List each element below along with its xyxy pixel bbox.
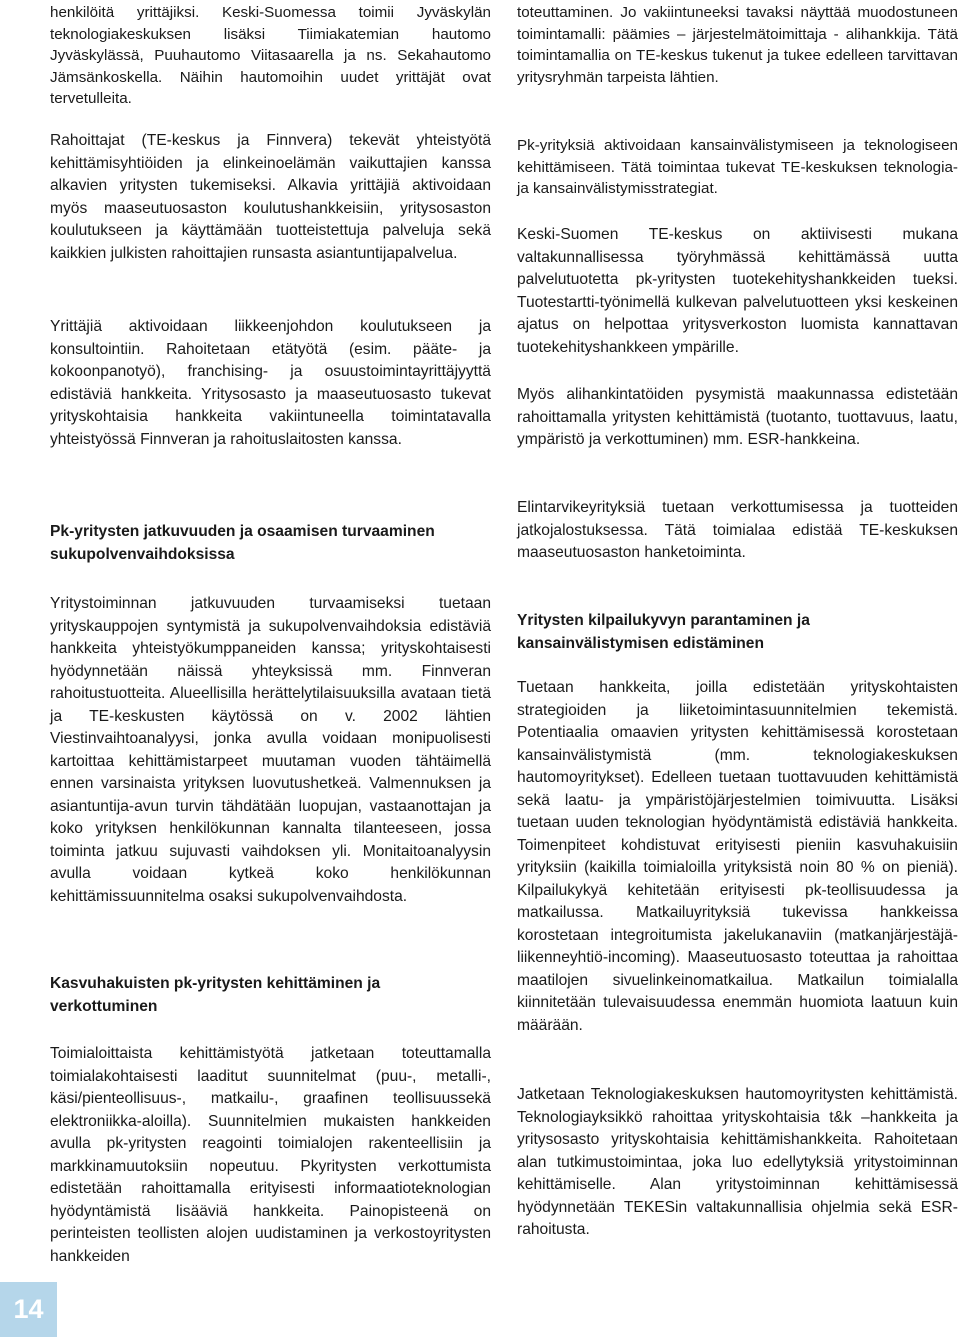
right-paragraph-1: toteuttaminen. Jo vakiintuneeksi tavaksi näyttää muodostuneen toimintamalli: päämies – järjestelmätoimittaja - alihankkija. Tätä toimintamallia on TE-keskus tukenut ja tukee edelleen tarvittavan yritysryhmän tarpeista lähtien. — [517, 4, 958, 86]
right-heading-competitiveness: Yritysten kilpailukyvyn parantaminen ja kansainvälistymisen edistäminen — [517, 612, 810, 652]
right-paragraph-6: Tuetaan hankkeita, joilla edistetään yrityskohtaisten strategioiden ja liiketoimintasuunnitelmien tekemistä. Potentiaalia omaavien yritysten kehittämisessä korostetaan kansainvälistymistä (mm. teknologiakeskuksen hautomoyritykset). Edelleen tuetaan tuottavuuden kehittämistä sekä laatu- ja ympäristöjärjestelmien toimivuutta. Lisäksi tuetaan uuden teknologian hyödyntämistä edistäviä hankkeita. Toimenpiteet kohdistuvat erityisesti pieniin kasvuhakuisiin yrityksiin (kaikilla toimialoilla yrityksistä noin 80 % on pieniä). Kilpailukykyä kehitetään erityisesti pk-teollisuudessa ja matkailussa. Matkailuyrityksiä tukevissa hankkeissa korostetaan integroitumista jakelukanaviin (matkanjärjestäjä-liikenneyhtiö-incoming). Maaseutuosasto toteuttaa ja rahoittaa maatilojen sivuelinkeinomatkailua. Matkailun toimialalla kiinnitetään tulevaisuudessa enemmän huomiota laatuun kuin määrään. — [517, 679, 958, 1034]
left-paragraph-1: henkilöitä yrittäjiksi. Keski-Suomessa toimii Jyväskylän teknologiakeskuksen lisäksi Tiimiakatemian hautomo Jyväskylässä, Puuhautomo Viitasaarella ja ns. Sekahautomo Jämsänkoskella. Näihin hautomoihin uudet yrittäjät ovat tervetulleita. — [50, 4, 491, 107]
right-paragraph-2: Pk-yrityksiä aktivoidaan kansainvälistymiseen ja teknologiseen kehittämiseen. Tätä toimintaa tukevat TE-keskuksen teknologia- ja kansainvälistymisstrategiat. — [517, 137, 958, 197]
right-paragraph-4: Myös alihankintatöiden pysymistä maakunnassa edistetään rahoittamalla yritysten kehittämistä (tuotanto, tuottavuus, laatu, ympäristö ja verkottuminen) mm. ESR-hankkeina. — [517, 386, 958, 448]
left-paragraph-2: Rahoittajat (TE-keskus ja Finnvera) tekevät yhteistyötä kehittämisyhtiöiden ja elinkeinoelämän vaikuttajien kanssa alkavien yritysten tukemiseksi. Alkavia yrittäjiä aktivoidaan myös maaseutuosaston koulutushankkeisiin, yritysosaston koulutukseen ja käyttämään tuotteistettuja palveluja sekä kaikkien julkisten rahoittajien runsasta asiantuntijapalvelua. — [50, 132, 491, 262]
right-paragraph-3: Keski-Suomen TE-keskus on aktiivisesti mukana valtakunnallisessa työryhmässä kehittämässä uutta palvelutuotetta pk-yritysten tuotekehityshankkeiden tueksi. Tuotestartti-työnimellä kulkevan palvelutuotteen yksi keskeinen ajatus on helpottaa yritysverkoston luomista kannattavan tuotekehityshankkeen ympärille. — [517, 226, 958, 356]
left-paragraph-5: Toimialoittaista kehittämistyötä jatketaan toteuttamalla toimialakohtaisesti laaditut suunnitelmat (puu-, metalli-, käsi/pienteollisuus-, matkailu-, graafinen teollisuussekä elektroniikka-aloilla). Suunnitelmien mukaisten hankkeiden avulla pk-yritysten reagointi toimialojen rakenteellisiin ja markkinamuutoksiin nopeutuu. Pkyritysten verkottumista edistetään rahoittamalla erityisesti informaatioteknologian hyödyntämistä lisääviä hankkeita. Painopisteenä on perinteisten teollisten alojen uudistaminen ja verkostoyritysten hankkeiden — [50, 1045, 491, 1265]
right-paragraph-7: Jatketaan Teknologiakeskuksen hautomoyritysten kehittämistä. Teknologiayksikkö rahoittaa yrityskohtaisia t&k –hankkeita ja yritysosasto yrityskohtaisia kehittämishankkeita. Rahoitetaan alan tutkimustoimintaa, joka luo edellytyksiä yritystoiminnan kehittämiselle. Alan yritystoiminnan kehittämisessä hyödynnetään TEKESin valtakunnallisia ohjelmia sekä ESR-rahoitusta. — [517, 1086, 958, 1238]
page-number-badge: 14 — [0, 1282, 57, 1337]
right-paragraph-5: Elintarvikeyrityksiä tuetaan verkottumisessa ja tuotteiden jatkojalostuksessa. Tätä toimialaa edistää TE-keskuksen maaseutuosaston hanketoiminta. — [517, 499, 958, 561]
left-heading-succession: Pk-yritysten jatkuvuuden ja osaamisen turvaaminen sukupolvenvaihdoksissa — [50, 523, 435, 563]
left-paragraph-3: Yrittäjiä aktivoidaan liikkeenjohdon koulutukseen ja konsultointiin. Rahoitetaan etätyötä (esim. pääte- ja kokoonpanotyö), franchising- ja osuustoimintayrittäjyyttä edistäviä hankkeita. Yritysosasto ja maaseutuosasto tukevat yrityskohtaisia hankkeita vakiintuneella toimintatavalla yhteistyössä Finnveran ja rahoituslaitosten kanssa. — [50, 318, 491, 448]
left-heading-growth-networking: Kasvuhakuisten pk-yritysten kehittäminen ja verkottuminen — [50, 975, 381, 1015]
left-paragraph-4: Yritystoiminnan jatkuvuuden turvaamiseksi tuetaan yrityskauppojen syntymistä ja sukupolvenvaihdoksia edistäviä hankkeita yhteistyökumppaneiden kanssa; yrityskohtaisesti hyödynnetään näissä yhteyksissä mm. Finnveran rahoitustuotteita. Alueellisilla herättelytilaisuuksilla avataan tietä ja TE-keskusten käytössä on v. 2002 lähtien Viestinvaihtoanalyysi, jonka avulla voidaan monipuolisesti kartoittaa kehittämistarpeet muutaman vuoden tähtäimellä ennen varsinaista yrityksen luovutushetkeä. Valmennuksen ja asiantuntija-avun turvin tähdätään luopujan, vastaanottajan ja koko yrityksen henkilökunnan kannalta tilanteeseen, jossa toiminta jatkuu sujuvasti vaihdoksen yli. Monitaitoanalyysin avulla voidaan kytkeä koko henkilökunnan kehittämissuunnitelma osaksi sukupolvenvaihdosta. — [50, 595, 491, 905]
